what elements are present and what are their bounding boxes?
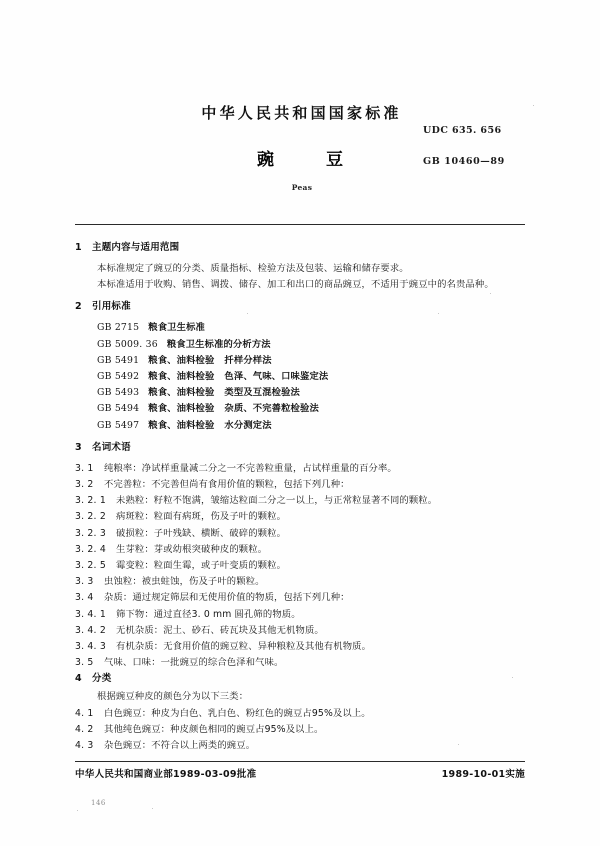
scan-speck: [77, 810, 78, 811]
header-divider: [75, 224, 525, 225]
reference-item: [0, 320, 600, 336]
page-title: 豌豆: [257, 150, 395, 170]
reference-method: 杂质、不完善粒检验法: [224, 403, 319, 415]
term-item: [0, 590, 600, 606]
reference-code: GB 5493: [97, 387, 140, 399]
classification-index: 4. 2: [75, 723, 94, 735]
classification-item: [0, 738, 600, 754]
document-title-row: [0, 151, 600, 170]
scan-speck: [512, 677, 513, 678]
scan-speck: [438, 313, 439, 314]
term-index: 3. 2. 3: [75, 527, 106, 539]
term-text: 有机杂质：无食用价值的豌豆粒、异种粮粒及其他有机物质。: [116, 641, 372, 653]
term-index: 3. 5: [75, 657, 94, 669]
document-footer: [0, 766, 600, 782]
footer-divider: [75, 761, 525, 762]
term-item: [0, 623, 600, 639]
term-text: 病斑粒：粒面有病斑，伤及子叶的颗粒。: [116, 511, 287, 523]
term-text: 不完善粒：不完善但尚有食用价值的颗粒，包括下列几种：: [104, 479, 350, 491]
reference-code: GB 5009. 36: [97, 338, 158, 350]
section-heading-4: [0, 671, 600, 687]
term-text: 杂质：通过规定筛层和无使用价值的物质，包括下列几种：: [104, 592, 350, 604]
classification-text: 杂色豌豆：不符合以上两类的豌豆。: [104, 740, 256, 752]
term-text: 纯粮率：净试样重量减二分之一不完善粒重量，占试样重量的百分率。: [104, 462, 397, 474]
section-title-4: 分类: [92, 673, 112, 685]
term-text: 无机杂质：泥土、砂石、砖瓦块及其他无机物质。: [116, 624, 324, 636]
section-number-3: 3: [75, 441, 82, 453]
section-number-1: 1: [75, 242, 82, 253]
term-text: 破损粒：子叶残缺、横断、破碎的颗粒。: [116, 527, 287, 539]
scan-speck: [533, 105, 534, 106]
term-text: 未熟粒：籽粒不饱满，皱缩达粒面二分之一以上，与正常粒显著不同的颗粒。: [116, 495, 438, 507]
classification-index: 4. 3: [75, 740, 94, 752]
term-item: [0, 574, 600, 590]
reference-name: 粮食、油料检验: [148, 419, 215, 431]
section-number-4: 4: [75, 673, 82, 685]
section-title-2: 引用标准: [92, 301, 131, 313]
term-text: 虫蚀粒：被虫蛀蚀，伤及子叶的颗粒。: [104, 576, 265, 588]
term-index: 3. 2: [75, 479, 94, 491]
footer-approval-text: 中华人民共和国商业部1989-03-09批准: [75, 769, 257, 780]
section-number-2: 2: [75, 301, 82, 313]
reference-name: 粮食、油料检验: [148, 403, 215, 415]
udc-classification-code: UDC 635. 656: [423, 125, 502, 136]
reference-name: 粮食卫生标准的分析方法: [166, 338, 271, 350]
reference-code: GB 2715: [97, 322, 140, 334]
term-item: [0, 542, 600, 558]
scan-speck: [250, 462, 251, 463]
classification-index: 4. 1: [75, 707, 94, 719]
section-4-lead-paragraph: 根据豌豆种皮的颜色分为以下三类：: [97, 691, 249, 703]
document-header: [0, 104, 600, 192]
reference-code: GB 5492: [97, 371, 140, 383]
section-1-paragraph: 本标准适用于收购、销售、调拨、储存、加工和出口的商品豌豆，不适用于豌豆中的名贵品种。: [97, 279, 494, 291]
reference-name: 粮食、油料检验: [148, 354, 215, 366]
reference-code: GB 5497: [97, 419, 140, 431]
standard-number: GB 10460—89: [423, 156, 505, 167]
term-item: [0, 493, 600, 509]
term-item: [0, 639, 600, 655]
term-index: 3. 1: [75, 462, 94, 474]
term-index: 3. 4: [75, 592, 94, 604]
term-index: 3. 3: [75, 576, 94, 588]
classification-text: 其他纯色豌豆：种皮颜色相同的豌豆占95%及以上。: [104, 723, 324, 735]
term-item: [0, 461, 600, 477]
reference-item: [0, 353, 600, 369]
reference-name: 粮食卫生标准: [148, 322, 205, 334]
reference-item: [0, 401, 600, 417]
reference-item: [0, 337, 600, 353]
term-index: 3. 4. 1: [75, 608, 106, 620]
term-index: 3. 2. 2: [75, 511, 106, 523]
national-standard-header: 中华人民共和国国家标准: [201, 104, 402, 122]
scan-speck: [247, 313, 248, 314]
reference-item: [0, 385, 600, 401]
reference-name: 粮食、油料检验: [148, 371, 215, 383]
reference-item: [0, 418, 600, 434]
term-item: [0, 509, 600, 525]
section-title-1: 主题内容与适用范围: [92, 242, 180, 253]
reference-method: 水分测定法: [224, 419, 272, 431]
section-heading-3: [0, 440, 600, 456]
page-number: 146: [91, 799, 106, 807]
term-index: 3. 2. 4: [75, 543, 106, 555]
classification-item: [0, 722, 600, 738]
section-heading-1: [0, 240, 600, 256]
reference-method: 类型及互混检验法: [224, 387, 300, 399]
scan-speck: [152, 808, 153, 809]
document-subtitle-english: Peas: [291, 183, 313, 192]
term-text: 生芽粒：芽或幼根突破种皮的颗粒。: [116, 543, 268, 555]
reference-method: 色泽、气味、口味鉴定法: [224, 371, 329, 383]
term-item: [0, 655, 600, 671]
term-text: 气味、口味：一批豌豆的综合色泽和气味。: [104, 657, 284, 669]
scan-speck: [490, 293, 491, 294]
term-item: [0, 607, 600, 623]
classification-item: [0, 706, 600, 722]
term-item: [0, 558, 600, 574]
section-heading-2: [0, 299, 600, 315]
section-1-paragraph: 本标准规定了豌豆的分类、质量指标、检验方法及包装、运输和储存要求。: [97, 263, 409, 274]
reference-code: GB 5494: [97, 403, 140, 415]
reference-code: GB 5491: [97, 354, 140, 366]
footer-effective-date: 1989-10-01实施: [441, 769, 525, 780]
document-body: [0, 240, 600, 754]
term-index: 3. 2. 1: [75, 495, 106, 507]
reference-method: 扦样分样法: [224, 354, 272, 366]
term-index: 3. 4. 2: [75, 624, 106, 636]
scan-speck: [458, 744, 459, 745]
reference-item: [0, 369, 600, 385]
term-item: [0, 477, 600, 493]
term-index: 3. 4. 3: [75, 641, 106, 653]
term-index: 3. 2. 5: [75, 560, 106, 572]
classification-text: 白色豌豆：种皮为白色、乳白色、粉红色的豌豆占95%及以上。: [104, 707, 371, 719]
term-item: [0, 526, 600, 542]
section-title-3: 名词术语: [92, 441, 131, 453]
term-text: 筛下物：通过直径3. 0 mm 圆孔筛的物质。: [116, 608, 301, 620]
reference-name: 粮食、油料检验: [148, 387, 215, 399]
term-text: 霉变粒：粒面生霉，或子叶变质的颗粒。: [116, 560, 287, 572]
